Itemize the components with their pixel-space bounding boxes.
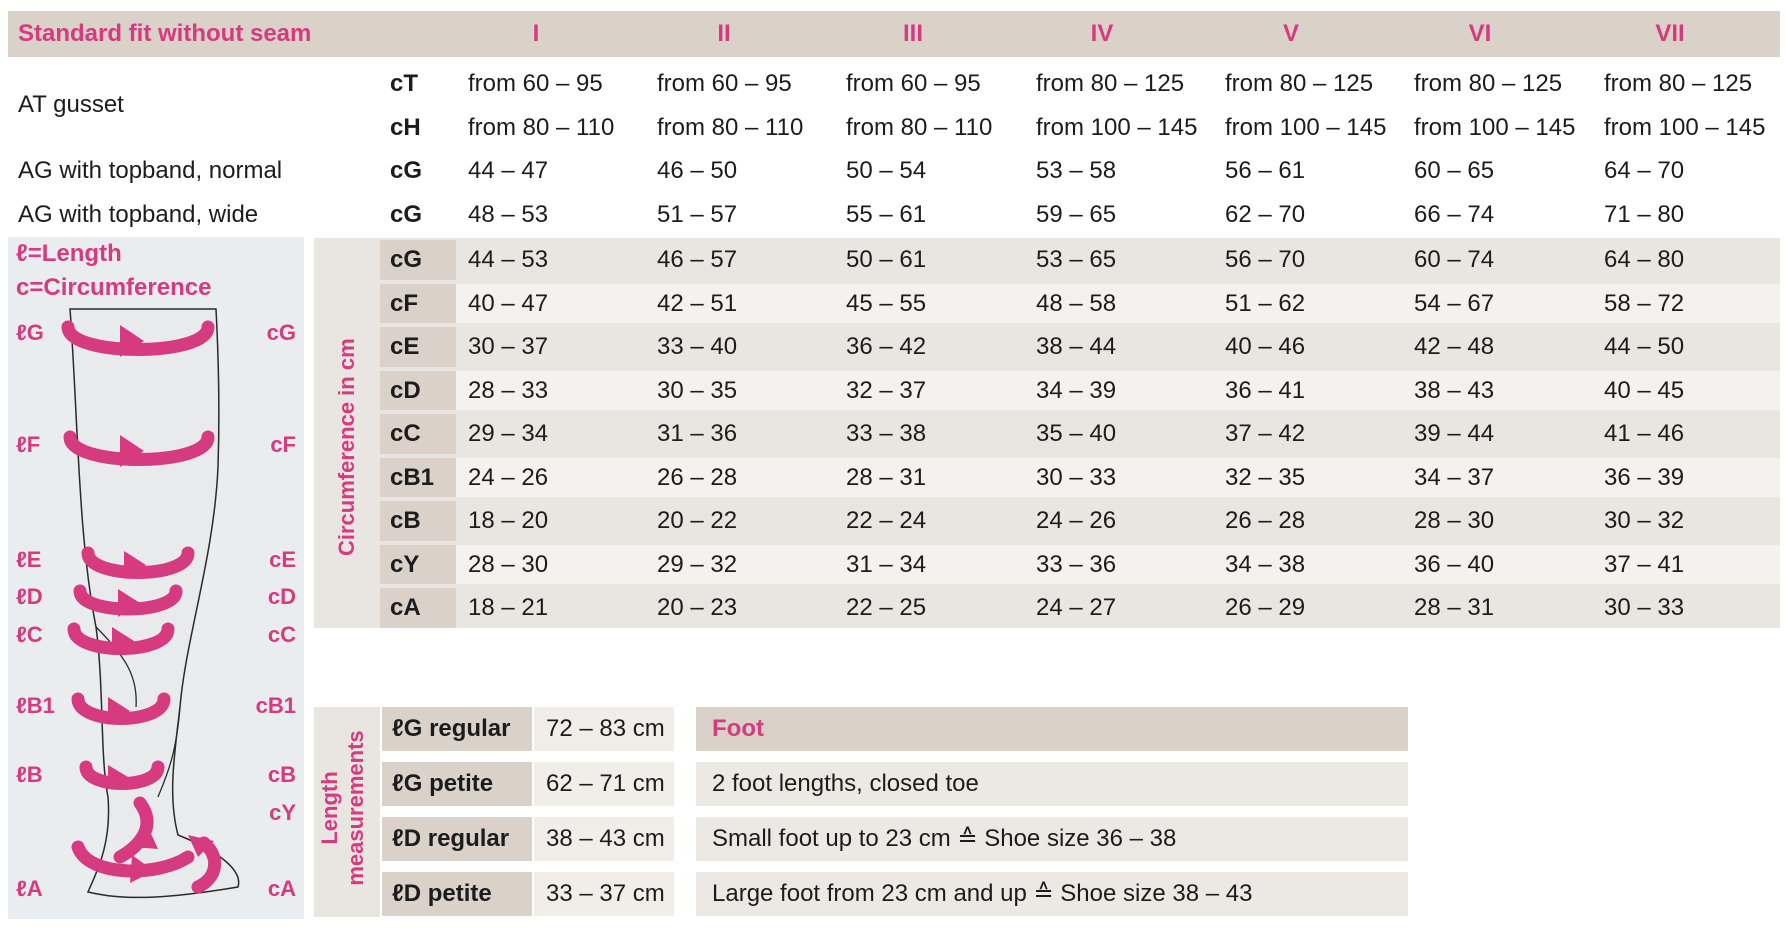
ch-value: from 100 – 145	[1036, 114, 1198, 141]
leg-circumference-label: cC	[267, 622, 296, 647]
circumference-value: 18 – 21	[468, 594, 549, 621]
circumference-value: 33 – 40	[657, 333, 738, 360]
circumference-value: 28 – 30	[468, 550, 549, 578]
length-label: ℓG petite	[392, 770, 494, 797]
row-code: cD	[390, 376, 421, 404]
circumference-value: 44 – 50	[1604, 333, 1685, 360]
circumference-value: 30 – 32	[1604, 507, 1685, 534]
ag-wide-value: 55 – 61	[846, 201, 927, 228]
leg-circumference-label: cF	[270, 432, 296, 457]
ch-value: from 100 – 145	[1225, 114, 1387, 141]
leg-illustration	[8, 237, 304, 919]
ch-value: from 80 – 110	[468, 114, 615, 141]
leg-length-label: ℓC	[16, 622, 43, 647]
circumference-value: 31 – 34	[846, 550, 927, 578]
ag-wide-value: 59 – 65	[1036, 201, 1117, 228]
ag-normal-value: 53 – 58	[1036, 157, 1117, 184]
circumference-value: 34 – 38	[1225, 550, 1306, 578]
ag-wide-value: 71 – 80	[1604, 201, 1685, 228]
circumference-value: 24 – 27	[1036, 594, 1117, 621]
leg-circumference-label: cD	[267, 584, 296, 609]
circumference-value: 26 – 29	[1225, 594, 1306, 621]
row-code: cF	[390, 289, 419, 317]
ag-normal-label: AG with topband, normal	[18, 157, 283, 184]
leg-length-label: ℓF	[16, 432, 41, 457]
circumference-vertical-label: Circumference in cm	[334, 338, 359, 556]
circumference-value: 34 – 37	[1414, 463, 1495, 491]
leg-circumference-label: cY	[269, 800, 296, 825]
ag-wide-value: 48 – 53	[468, 201, 549, 228]
circumference-value: 37 – 41	[1604, 550, 1685, 578]
row-code: cE	[390, 333, 420, 360]
circumference-value: 22 – 24	[846, 507, 927, 534]
leg-circumference-label: cE	[269, 547, 296, 572]
ct-value: from 60 – 95	[468, 70, 603, 97]
ag-normal-value: 44 – 47	[468, 157, 549, 184]
legend-circumference: c=Circumference	[16, 274, 212, 301]
circumference-value: 48 – 58	[1036, 289, 1117, 317]
length-value: 72 – 83 cm	[546, 715, 665, 742]
circumference-value: 22 – 25	[846, 594, 927, 621]
length-label: ℓG regular	[392, 715, 511, 742]
circumference-value: 30 – 37	[468, 333, 549, 360]
ag-wide-value: 66 – 74	[1414, 201, 1495, 228]
circumference-value: 36 – 42	[846, 333, 927, 360]
leg-length-label: ℓB1	[16, 693, 55, 718]
length-vertical-label	[317, 713, 369, 903]
circumference-value: 32 – 35	[1225, 463, 1306, 491]
circumference-value: 24 – 26	[468, 463, 549, 491]
leg-length-label: ℓG	[16, 320, 44, 345]
circumference-value: 37 – 42	[1225, 420, 1306, 447]
column-header-1: I	[532, 20, 540, 47]
circumference-value: 54 – 67	[1414, 289, 1495, 317]
circumference-value: 35 – 40	[1036, 420, 1117, 447]
circumference-value: 40 – 46	[1225, 333, 1306, 360]
column-header-5: V	[1282, 20, 1299, 47]
leg-length-label: ℓB	[16, 762, 43, 787]
row-code: cA	[390, 594, 421, 621]
ag-wide-label: AG with topband, wide	[18, 201, 259, 228]
circumference-value: 18 – 20	[468, 507, 549, 534]
circumference-value: 36 – 40	[1414, 550, 1495, 578]
circumference-value: 38 – 44	[1036, 333, 1117, 360]
ag-wide-value: 51 – 57	[657, 201, 738, 228]
length-value: 62 – 71 cm	[546, 770, 665, 797]
ag-normal-value: 56 – 61	[1225, 157, 1306, 184]
leg-circumference-label: cG	[266, 320, 296, 345]
circumference-value: 26 – 28	[657, 463, 738, 491]
circumference-value: 56 – 70	[1225, 246, 1306, 273]
circumference-value: 29 – 32	[657, 550, 738, 578]
ag-normal-code: cG	[390, 157, 423, 184]
circumference-value: 31 – 36	[657, 420, 738, 447]
leg-circumference-label: cB	[267, 762, 296, 787]
ag-normal-value: 64 – 70	[1604, 157, 1685, 184]
circumference-value: 40 – 45	[1604, 376, 1685, 404]
row-code: cG	[390, 246, 423, 273]
ct-value: from 80 – 125	[1604, 70, 1753, 97]
foot-line: Small foot up to 23 cm ≙ Shoe size 36 – 38	[712, 825, 1177, 852]
length-value: 38 – 43 cm	[546, 825, 665, 852]
foot-header-bar	[696, 707, 1408, 751]
circumference-value: 42 – 48	[1414, 333, 1495, 360]
row-code: cY	[390, 550, 420, 578]
circumference-value: 34 – 39	[1036, 376, 1117, 404]
ch-value: from 100 – 145	[1604, 114, 1766, 141]
ag-wide-code: cG	[390, 201, 423, 228]
circumference-value: 50 – 61	[846, 246, 927, 273]
circumference-value: 30 – 35	[657, 376, 738, 404]
circumference-value: 51 – 62	[1225, 289, 1306, 317]
circumference-value: 64 – 80	[1604, 246, 1685, 273]
leg-length-label: ℓE	[16, 547, 42, 572]
circumference-value: 39 – 44	[1414, 420, 1495, 447]
circumference-value: 28 – 33	[468, 376, 549, 404]
circumference-value: 46 – 57	[657, 246, 738, 273]
ch-value: from 80 – 110	[846, 114, 993, 141]
circumference-value: 30 – 33	[1604, 594, 1685, 621]
leg-diagram-panel	[8, 237, 304, 919]
column-header-7: VII	[1655, 20, 1685, 47]
length-label-line2: measurements	[343, 730, 368, 886]
circumference-value: 58 – 72	[1604, 289, 1685, 317]
circumference-value: 40 – 47	[468, 289, 549, 317]
circumference-value: 38 – 43	[1414, 376, 1495, 404]
circumference-value: 28 – 31	[846, 463, 927, 491]
ct-value: from 60 – 95	[846, 70, 981, 97]
length-label: ℓD regular	[392, 825, 510, 852]
ct-value: from 80 – 125	[1225, 70, 1374, 97]
circumference-value: 24 – 26	[1036, 507, 1117, 534]
ch-code: cH	[390, 114, 421, 141]
ct-value: from 80 – 125	[1036, 70, 1185, 97]
circumference-value: 36 – 41	[1225, 376, 1306, 404]
length-label: ℓD petite	[392, 880, 492, 907]
circumference-value: 33 – 38	[846, 420, 927, 447]
foot-line: Large foot from 23 cm and up ≙ Shoe size 38 – 43	[712, 880, 1253, 907]
column-header-2: II	[717, 20, 731, 47]
circumference-value: 53 – 65	[1036, 246, 1117, 273]
circumference-value: 20 – 23	[657, 594, 738, 621]
length-label-line1: Length	[317, 771, 342, 845]
ag-normal-value: 46 – 50	[657, 157, 738, 184]
row-code: cB	[390, 507, 421, 534]
column-header-6: VI	[1468, 20, 1492, 47]
column-header-4: IV	[1090, 20, 1114, 47]
circumference-value: 60 – 74	[1414, 246, 1495, 273]
foot-line: 2 foot lengths, closed toe	[712, 770, 979, 797]
circumference-value: 42 – 51	[657, 289, 738, 317]
circumference-value: 44 – 53	[468, 246, 549, 273]
circumference-value: 45 – 55	[846, 289, 927, 317]
foot-title: Foot	[712, 715, 764, 742]
at-gusset-label: AT gusset	[18, 91, 124, 118]
circumference-value: 20 – 22	[657, 507, 738, 534]
ag-wide-value: 62 – 70	[1225, 201, 1306, 228]
leg-circumference-label: cA	[267, 876, 296, 901]
circumference-value: 30 – 33	[1036, 463, 1117, 491]
circumference-value: 26 – 28	[1225, 507, 1306, 534]
column-header-3: III	[902, 20, 923, 47]
ct-value: from 60 – 95	[657, 70, 792, 97]
circumference-value: 28 – 31	[1414, 594, 1495, 621]
ag-normal-value: 60 – 65	[1414, 157, 1495, 184]
circumference-value: 29 – 34	[468, 420, 549, 447]
circumference-value: 32 – 37	[846, 376, 927, 404]
leg-length-label: ℓA	[16, 876, 43, 901]
leg-circumference-label: cB1	[255, 693, 296, 718]
ct-code: cT	[390, 70, 419, 97]
leg-length-label: ℓD	[16, 584, 43, 609]
row-code: cB1	[390, 463, 435, 491]
circumference-value: 33 – 36	[1036, 550, 1117, 578]
circumference-value: 28 – 30	[1414, 507, 1495, 534]
ag-normal-value: 50 – 54	[846, 157, 927, 184]
table-title: Standard fit without seam	[18, 20, 312, 47]
legend-length: ℓ=Length	[16, 240, 122, 267]
circumference-value: 41 – 46	[1604, 420, 1685, 447]
ch-value: from 100 – 145	[1414, 114, 1576, 141]
circumference-value: 36 – 39	[1604, 463, 1685, 491]
ch-value: from 80 – 110	[657, 114, 804, 141]
length-value: 33 – 37 cm	[546, 880, 665, 907]
ct-value: from 80 – 125	[1414, 70, 1563, 97]
row-code: cC	[390, 420, 421, 447]
